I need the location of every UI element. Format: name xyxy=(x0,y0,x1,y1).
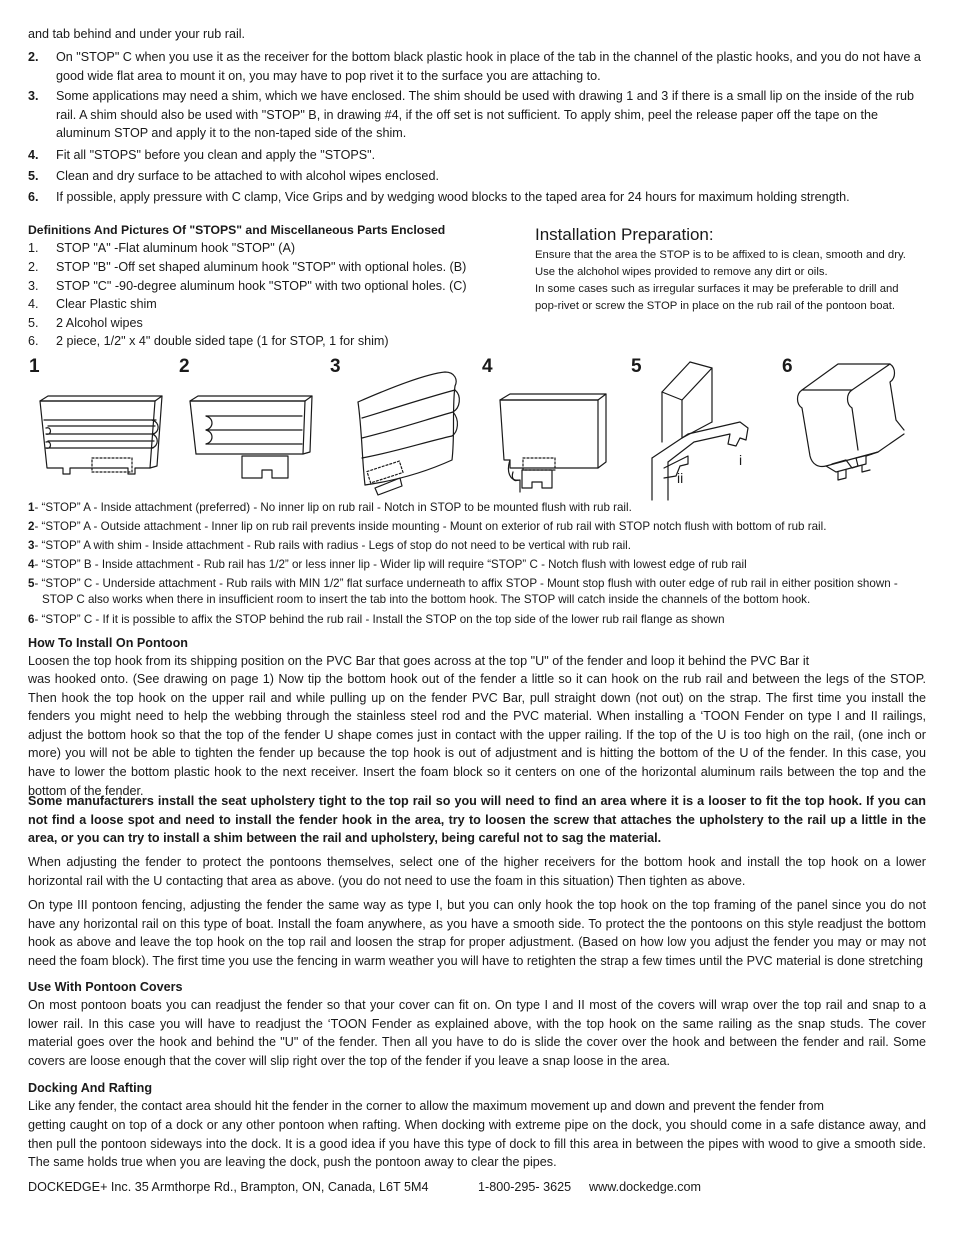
drawing-1-stop-a-inside xyxy=(40,396,162,474)
step-text: Some applications may need a shim, which we have enclosed. The shim should be used with drawing 1 and 3 if there is a small lip on the inside of the rub rail. A shim should also be used with "STOP" B, in drawing #4, if the off set is not sufficient. To apply shim, peel the release paper off the tape on the aluminum STOP and apply it to the non-taped side of the shim. xyxy=(56,89,915,141)
footer-phone: 1-800-295- 3625 xyxy=(478,1180,572,1194)
definition-item: 2 piece, 1/2" x 4" double sided tape (1 for STOP, 1 for shim) xyxy=(56,334,389,348)
drawing-2-stop-a-outside xyxy=(190,396,312,478)
adjust-paragraph: When adjusting the fender to protect the pontoons themselves, select one of the higher receivers for the bottom hook and install the top hook on a lower horizontal rail with the U contacting that area as above. (you do not need to use the foam in this situation) Then tighten as above. xyxy=(28,855,926,888)
definition-item: STOP "C" -90-degree aluminum hook "STOP" with two optional holes. (C) xyxy=(56,279,467,293)
prep-line: In some cases such as irregular surfaces it may be preferable to drill and xyxy=(535,283,899,295)
caption-1 xyxy=(28,500,928,516)
definition-item: STOP "B" -Off set shaped aluminum hook "STOP" with optional holes. (B) xyxy=(56,260,467,274)
figure-number: 2 xyxy=(179,356,190,377)
intro-line: and tab behind and under your rub rail. xyxy=(28,27,246,41)
figure-number: 5 xyxy=(631,356,642,377)
step-number: 6. xyxy=(28,190,39,204)
caption-text: - “STOP” A - Outside attachment - Inner lip on rub rail prevents inside mounting - Mount on exterior of rub rail with STOP notch flush with bottom of rub rail. xyxy=(34,520,827,533)
step-text: Clean and dry surface to be attached to with alcohol wipes enclosed. xyxy=(56,169,439,183)
docking-first-line: Like any fender, the contact area should hit the fender in the corner to allow the maximum movement up and down and prevent the fender from xyxy=(28,1099,824,1113)
step-number: 3. xyxy=(28,89,39,103)
step-text: Fit all "STOPS" before you clean and apply the "STOPS". xyxy=(56,148,376,162)
caption-number: 4 xyxy=(28,558,35,571)
installation-prep-text xyxy=(535,247,906,315)
caption-text: - “STOP” A - Inside attachment (preferred) - No inner lip on rub rail - Notch in STOP to be mounted flush with rub rail. xyxy=(34,501,632,514)
definitions-title: Definitions And Pictures Of "STOPS" and Miscellaneous Parts Enclosed xyxy=(28,223,446,237)
figure-number: 1 xyxy=(29,356,40,377)
caption-text: - “STOP” B - Inside attachment - Rub rail has 1/2” or less inner lip - Wider lip will require “STOP” C - Notch flush with lowest edge of rub rail xyxy=(34,558,747,571)
label-ii: ii xyxy=(677,470,684,486)
definition-number: 1. xyxy=(28,241,39,255)
installation-prep-title: Installation Preparation: xyxy=(535,225,714,244)
step-number: 5. xyxy=(28,169,39,183)
docking-body: getting caught on top of a dock or any other pontoon when rafting. When docking with extreme pipe on the dock, you should come in a safe distance away, and then pull the pontoon sideways into the dock. It is a good idea if you have this type of dock to fill this area in between the pipes with wood to give a smooth side. The same holds true when you are leaving the dock, push the pontoon away to clear the pipes. xyxy=(28,1118,926,1170)
figure-number: 6 xyxy=(782,356,793,377)
prep-line: Use the alchohol wipes provided to remove any dirt or oils. xyxy=(535,266,828,278)
drawing-6-stop-c-behind xyxy=(798,364,905,480)
drawing-5-stop-c xyxy=(652,362,748,500)
definition-number: 4. xyxy=(28,297,39,311)
caption-number: 6 xyxy=(28,613,35,626)
covers-body: On most pontoon boats you can readjust the fender so that your cover can fit on. On type I and II most of the covers will wrap over the top rail and snap to a lower rail. In this case you will have to readjust the ‘TOON Fender as explained above, with the top hook on the same railing as the snap studs. The cover material goes over the hook and behind the "U" of the fender. Then all you have to do is slide the cover over the hook and between the fender and rail. Some covers are loose enough that the cover will slip right over the top of the fender if you leave a snap loose in the area. xyxy=(28,998,926,1068)
label-i: i xyxy=(739,452,743,468)
definition-item: STOP "A" -Flat aluminum hook "STOP" (A) xyxy=(56,241,296,255)
caption-5 xyxy=(28,576,928,592)
prep-line: pop-rivet or screw the STOP in place on the rub rail of the pontoon boat. xyxy=(535,300,896,312)
type3-paragraph: On type III pontoon fencing, adjusting the fender the same way as type I, but you can only hook the top hook on the top framing of the panel since you do not have any horizontal rail on this type of boat. Install the foam anywhere, as you have a smooth side. To protect the the pontoons on this style readjust the bottom hook as above and leave the top hook on the top rail and loosen the strap for proper adjustment. (Based on how low you adjust the fender you may or may not need the foam block). The first time you use the fencing in warm weather you will have to retighten the strap a few times until the PVC material is done stretching xyxy=(28,898,926,968)
figure-number: 3 xyxy=(330,356,341,377)
caption-number: 1 xyxy=(28,501,35,514)
caption-text: - “STOP” A with shim - Inside attachment - Rub rails with radius - Legs of stop do not need to be vertical with rub rail. xyxy=(34,539,631,552)
definition-number: 5. xyxy=(28,316,39,330)
install-first-line: Loosen the top hook from its shipping position on the PVC Bar that goes across at the top "U" of the fender and loop it behind the PVC Bar it xyxy=(28,654,810,668)
caption-text: - “STOP” C - Underside attachment - Rub rails with MIN 1/2” flat surface underneath to affix STOP - Mount stop flush with outer edge of rub rail in either position shown - xyxy=(34,577,898,590)
caption-3 xyxy=(28,538,928,554)
definition-item: Clear Plastic shim xyxy=(56,297,157,311)
caption-text: - “STOP” C - If it is possible to affix the STOP behind the rub rail - Install the STOP on the top side of the lower rub rail flange as shown xyxy=(34,613,725,626)
drawing-3-stop-a-shim xyxy=(358,372,459,495)
caption-2 xyxy=(28,519,928,535)
covers-title: Use With Pontoon Covers xyxy=(28,980,183,994)
step-text: If possible, apply pressure with C clamp, Vice Grips and by wedging wood blocks to the taped area for 24 hours for maximum holding strength. xyxy=(56,190,850,204)
definition-number: 3. xyxy=(28,279,39,293)
step-number: 2. xyxy=(28,50,39,64)
definition-item: 2 Alcohol wipes xyxy=(56,316,143,330)
stops-drawings xyxy=(0,360,954,505)
caption-number: 3 xyxy=(28,539,35,552)
docking-title: Docking And Rafting xyxy=(28,1081,153,1095)
install-body: was hooked onto. (See drawing on page 1) Now tip the bottom hook out of the fender a little so it can hook on the rub rail and between the legs of the STOP. Then hook the top hook on the upper rail and while pulling up on the fender PVC Bar, pull straight down (not out) on the strap. The first time you install the fenders you might need to help the webbing through the stainless steel rod and the PVC material. When installing a ‘TOON Fender on type I and II railings, adjust the bottom hook so that the top of the fender U shape comes just in contact with the upper railing. If the top of the U is too high on the rail, (one inch or more) you will not be able to tighten the fender up because the top hook is out of adjustment and is hitting the bottom of the U of the fender. In this case, you have to lower the bottom plastic hook to the next receiver. Insert the foam block so it centers on one of the horizontal aluminum rails between the top and the bottom of the fender. xyxy=(28,672,926,798)
definition-number: 6. xyxy=(28,334,39,348)
install-title: How To Install On Pontoon xyxy=(28,636,188,650)
caption-number: 5 xyxy=(28,577,35,590)
caption-6 xyxy=(28,612,928,628)
step-number: 4. xyxy=(28,148,39,162)
upholstery-note: Some manufacturers install the seat upholstery tight to the top rail so you will need to find an area where it is a looser to fit the top hook. If you can not find a loose spot and need to install the fender hook in the area, try to loosen the screw that attaches the upholstery to the rail up a little in the area, or you can try to install a shim between the rail and upholstery, being careful not to sag the material. xyxy=(28,794,926,846)
footer-website: www.dockedge.com xyxy=(589,1180,701,1194)
caption-number: 2 xyxy=(28,520,35,533)
prep-line: Ensure that the area the STOP is to be affixed to is clean, smooth and dry. xyxy=(535,249,906,261)
caption-5-continued: STOP C also works when there in insufficient room to insert the tab into the bottom hook. The STOP will catch inside the channels of the bottom hook. xyxy=(42,593,811,606)
caption-4 xyxy=(28,557,928,573)
definition-number: 2. xyxy=(28,260,39,274)
step-text: On "STOP" C when you use it as the receiver for the bottom black plastic hook in place of the tab in the channel of the plastic hooks, and you do not have a good wide flat area to mount it on, you may have to pop rivet it to the surface you are attaching to. xyxy=(56,50,921,83)
figure-number: 4 xyxy=(482,356,493,377)
drawing-4-stop-b xyxy=(500,394,606,492)
footer-address: DOCKEDGE+ Inc. 35 Armthorpe Rd., Brampton, ON, Canada, L6T 5M4 xyxy=(28,1180,429,1194)
